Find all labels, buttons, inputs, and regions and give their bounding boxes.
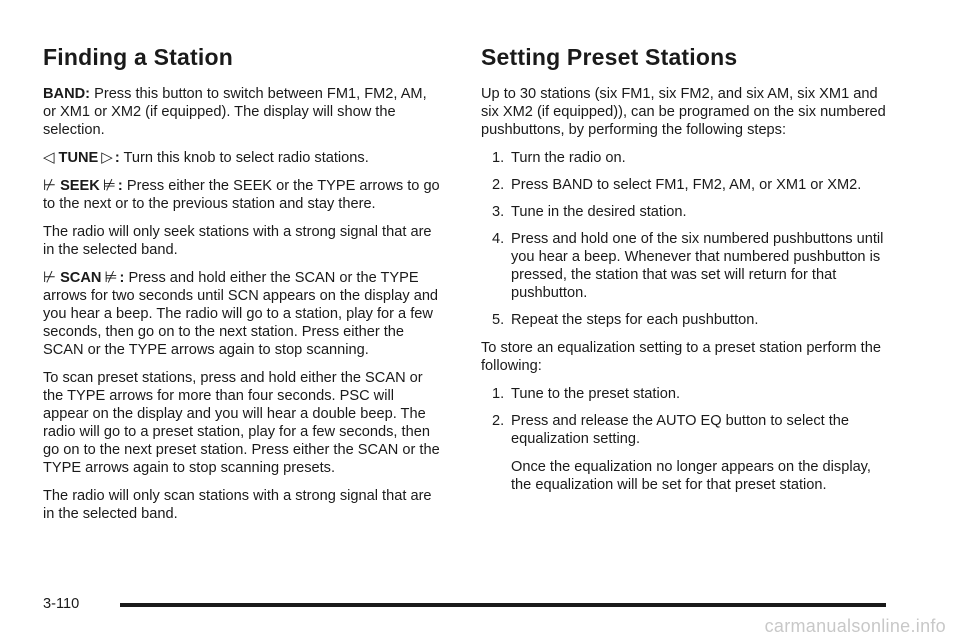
preset-scan-paragraph: To scan preset stations, press and hold either the SCAN or the TYPE arrows for more than four seconds. PSC will appear on the display and you will hear a double beep. The radio will go to a preset station, play for a few seconds, then go on to the next preset station. Press either the SCAN or the TYPE arrows again to stop scanning presets. — [43, 370, 440, 476]
list-item — [481, 176, 891, 194]
step-number: 3. — [492, 204, 505, 220]
step-text: Press and release the AUTO EQ button to select the equalization setting. — [511, 413, 850, 447]
scan-note: The radio will only scan stations with a strong signal that are in the selected band. — [43, 488, 432, 522]
band-text: Press this button to switch between FM1, FM2, AM, or XM1 or XM2 (if equipped). The display will show the selection. — [43, 86, 427, 138]
seek-paragraph — [43, 177, 443, 213]
step-text: Turn the radio on. — [511, 150, 626, 166]
step-number: 1. — [492, 386, 505, 402]
seek-note: The radio will only seek stations with a strong signal that are in the selected band. — [43, 224, 432, 258]
scan-paragraph — [43, 269, 443, 359]
step-number: 1. — [492, 150, 505, 166]
step-text: Press and hold one of the six numbered pushbuttons until you hear a beep. Whenever that numbered pushbutton is pressed, the station that was set will return for that pushbutton. — [511, 231, 884, 301]
step-text: Press BAND to select FM1, FM2, AM, or XM1 or XM2. — [511, 177, 862, 193]
step-text: Repeat the steps for each pushbutton. — [511, 312, 759, 328]
tune-colon: : — [114, 150, 120, 166]
band-paragraph — [43, 85, 443, 139]
preset-steps-list — [481, 149, 891, 329]
step-number: 5. — [492, 312, 505, 328]
list-item — [481, 412, 891, 448]
page-number: 3-110 — [43, 596, 80, 612]
seek-back-icon: ⊬ — [43, 177, 57, 194]
step-text: Tune in the desired station. — [511, 204, 687, 220]
step-text: Tune to the preset station. — [511, 386, 681, 402]
eq-intro: To store an equalization setting to a preset station perform the following: — [481, 340, 881, 374]
list-item — [481, 149, 891, 167]
list-item — [481, 203, 891, 221]
list-item — [481, 385, 891, 403]
band-label: BAND: — [43, 86, 91, 102]
seek-colon: : — [117, 178, 123, 194]
eq-note: Once the equalization no longer appears on the display, the equalization will be set for that preset station. — [511, 459, 871, 493]
left-column — [43, 44, 443, 533]
section-title-setting-presets: Setting Preset Stations — [481, 44, 738, 70]
tune-paragraph — [43, 149, 443, 167]
tune-text: Turn this knob to select radio stations. — [123, 150, 369, 166]
right-column — [481, 44, 891, 504]
seek-forward-icon: ⊭ — [102, 177, 116, 194]
scan-text: Press and hold either the SCAN or the TYPE arrows for two seconds until SCN appears on the display and you hear a beep. The radio will go to a station, play for a few seconds, then go on to the next station. Press either the SCAN or the TYPE arrows again to stop scanning. — [43, 270, 439, 358]
tune-right-arrow-icon: ▷ — [101, 149, 113, 166]
seek-text: Press either the SEEK or the TYPE arrows to go to the next or to the previous station and stay there. — [43, 178, 440, 212]
preset-intro: Up to 30 stations (six FM1, six FM2, and six AM, six XM1 and six XM2 (if equipped)), can be programed on the six numbered pushbuttons, by performing the following steps: — [481, 86, 886, 138]
tune-left-arrow-icon: ◁ — [43, 149, 55, 166]
scan-back-icon: ⊬ — [43, 269, 57, 286]
footer-divider — [120, 603, 886, 607]
list-item — [481, 311, 891, 329]
tune-label: TUNE — [58, 150, 99, 166]
scan-forward-icon: ⊭ — [104, 269, 118, 286]
section-title-finding-station: Finding a Station — [43, 44, 233, 70]
list-item — [481, 230, 891, 302]
watermark: carmanualsonline.info — [764, 616, 946, 636]
scan-label: SCAN — [60, 270, 102, 286]
eq-steps-list — [481, 385, 891, 448]
scan-colon: : — [119, 270, 125, 286]
step-number: 4. — [492, 231, 505, 247]
step-number: 2. — [492, 413, 505, 429]
seek-label: SEEK — [60, 178, 100, 194]
step-number: 2. — [492, 177, 505, 193]
